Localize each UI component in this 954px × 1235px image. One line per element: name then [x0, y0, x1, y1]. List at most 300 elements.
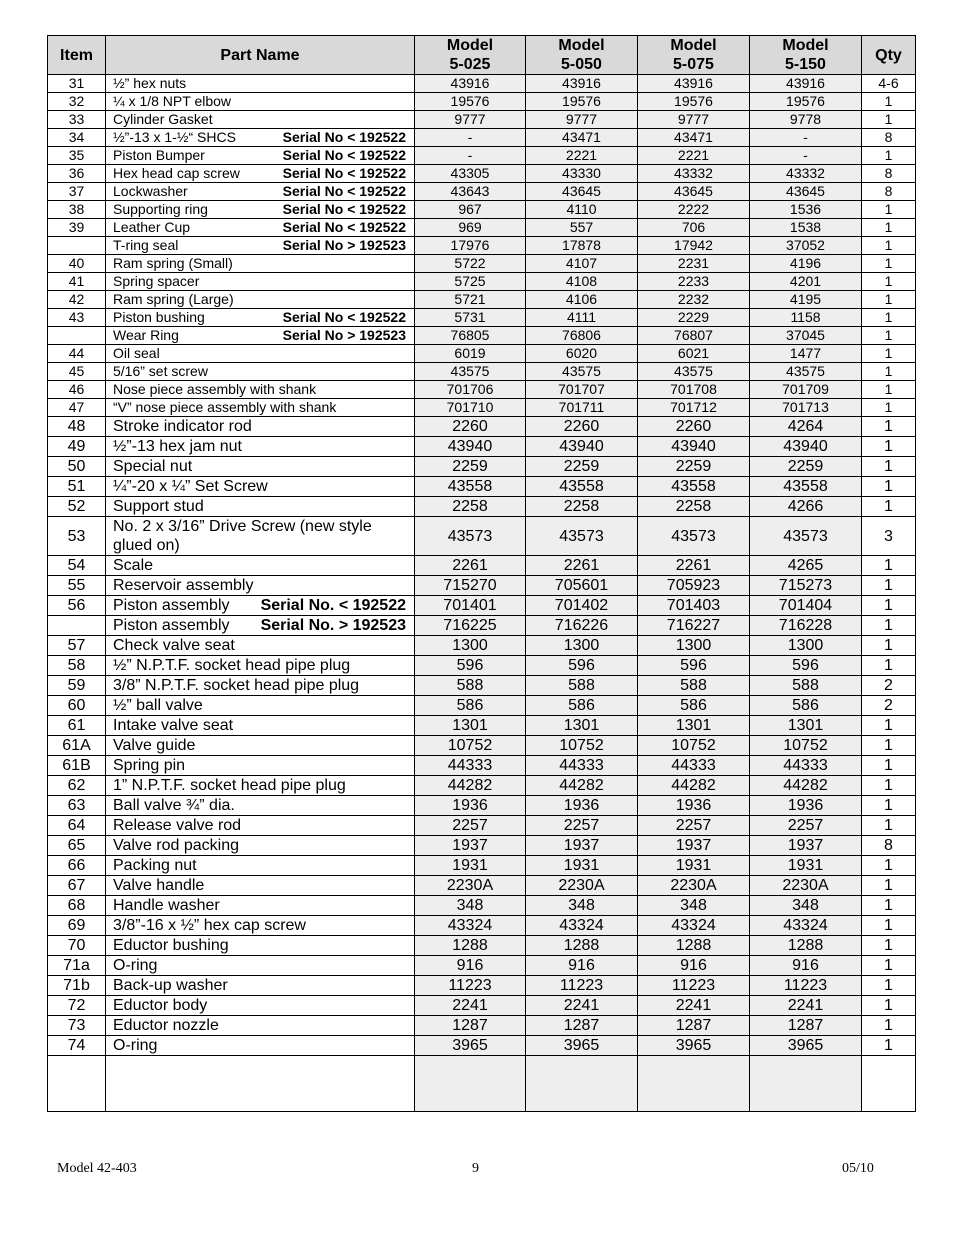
- model-5-075-cell: 701708: [638, 381, 750, 399]
- model-5-025-cell: 5725: [415, 273, 526, 291]
- item-cell: 32: [48, 93, 106, 111]
- model-5-025-cell: 2230A: [415, 876, 526, 896]
- qty-cell: 1: [862, 345, 916, 363]
- model-5-075-cell: 17942: [638, 237, 750, 255]
- qty-cell: 1: [862, 636, 916, 656]
- item-cell: 45: [48, 363, 106, 381]
- model-5-050-cell: 2259: [526, 457, 638, 477]
- model-5-150-cell: 2259: [750, 457, 862, 477]
- table-row: [48, 616, 916, 636]
- model-5-050-cell: 557: [526, 219, 638, 237]
- table-row: [48, 916, 916, 936]
- qty-cell: 8: [862, 129, 916, 147]
- model-5-025-cell: 5722: [415, 255, 526, 273]
- model-5-025-cell: 701401: [415, 596, 526, 616]
- part-name-text: Piston assembly: [113, 596, 230, 614]
- part-name-text: ½” N.P.T.F. socket head pipe plug: [113, 656, 351, 674]
- item-cell: [48, 237, 106, 255]
- table-row: [48, 497, 916, 517]
- model-5-025-cell: 6019: [415, 345, 526, 363]
- model-5-150-cell: 701709: [750, 381, 862, 399]
- model-5-150-cell: 2241: [750, 996, 862, 1016]
- table-row: [48, 716, 916, 736]
- model-5-025-cell: 715270: [415, 576, 526, 596]
- part-name-cell: [106, 756, 415, 776]
- model-5-025-cell: 1287: [415, 1016, 526, 1036]
- part-name-cell: [106, 147, 415, 165]
- model-5-075-cell: 43332: [638, 165, 750, 183]
- table-row: [48, 93, 916, 111]
- model-5-050-cell: 43916: [526, 75, 638, 93]
- model-5-050-cell: 916: [526, 956, 638, 976]
- part-name-text: 3/8” N.P.T.F. socket head pipe plug: [113, 676, 360, 694]
- qty-cell: 1: [862, 363, 916, 381]
- part-name-text: Check valve seat: [113, 636, 235, 654]
- part-name-cell: [106, 165, 415, 183]
- item-cell: 36: [48, 165, 106, 183]
- part-name-cell: [106, 129, 415, 147]
- table-header-row: [48, 36, 916, 75]
- model-5-050-cell: 4108: [526, 273, 638, 291]
- model-5-050-cell: 11223: [526, 976, 638, 996]
- table-row: [48, 876, 916, 896]
- model-5-050-cell: 43940: [526, 437, 638, 457]
- qty-cell: 1: [862, 381, 916, 399]
- part-name-cell: [106, 183, 415, 201]
- part-name-text: Piston bushing: [113, 309, 205, 325]
- model-5-075-cell: 19576: [638, 93, 750, 111]
- model-5-025-cell: 10752: [415, 736, 526, 756]
- part-name-cell: [106, 1036, 415, 1056]
- part-name-cell: [106, 457, 415, 477]
- part-name-cell: [106, 696, 415, 716]
- header-model-5-050: Model 5-050: [526, 36, 638, 75]
- model-5-075-cell: 1936: [638, 796, 750, 816]
- model-5-025-cell: 44333: [415, 756, 526, 776]
- table-row: [48, 457, 916, 477]
- model-5-050-cell: 43575: [526, 363, 638, 381]
- table-row: [48, 796, 916, 816]
- model-5-025-cell: 2261: [415, 556, 526, 576]
- model-5-025-cell: 43940: [415, 437, 526, 457]
- model-5-025-cell: 43916: [415, 75, 526, 93]
- item-cell: 57: [48, 636, 106, 656]
- model-5-150-cell: 586: [750, 696, 862, 716]
- item-cell: 51: [48, 477, 106, 497]
- item-cell: 48: [48, 417, 106, 437]
- part-name-cell: [106, 75, 415, 93]
- part-name-text: Eductor bushing: [113, 936, 229, 954]
- model-5-050-cell: 43324: [526, 916, 638, 936]
- table-row: [48, 596, 916, 616]
- qty-cell: 8: [862, 836, 916, 856]
- qty-cell: 3: [862, 517, 916, 556]
- part-name-text: “V” nose piece assembly with shank: [113, 399, 337, 415]
- item-cell: 61A: [48, 736, 106, 756]
- qty-cell: 1: [862, 756, 916, 776]
- model-5-075-cell: 11223: [638, 976, 750, 996]
- model-5-025-cell: 9777: [415, 111, 526, 129]
- model-5-150-cell: 2257: [750, 816, 862, 836]
- model-5-150-cell: 596: [750, 656, 862, 676]
- table-row: [48, 345, 916, 363]
- model-5-075-cell: 76807: [638, 327, 750, 345]
- model-5-150-cell: 44333: [750, 756, 862, 776]
- table-row: [48, 381, 916, 399]
- part-name-text: Packing nut: [113, 856, 197, 874]
- model-5-050-cell: 2260: [526, 417, 638, 437]
- table-row: [48, 736, 916, 756]
- part-name-cell: [106, 363, 415, 381]
- part-name-cell: [106, 636, 415, 656]
- part-name-text: Handle washer: [113, 896, 220, 914]
- item-cell: 67: [48, 876, 106, 896]
- part-name-text: Special nut: [113, 457, 193, 475]
- item-cell: 71a: [48, 956, 106, 976]
- table-row: [48, 327, 916, 345]
- model-5-150-cell: 1937: [750, 836, 862, 856]
- model-5-050-cell: 716226: [526, 616, 638, 636]
- model-5-075-cell: 43575: [638, 363, 750, 381]
- model-5-150-cell: 43575: [750, 363, 862, 381]
- model-5-075-cell: 2261: [638, 556, 750, 576]
- model-5-025-cell: 43305: [415, 165, 526, 183]
- part-name-text: Eductor nozzle: [113, 1016, 219, 1034]
- part-name-cell: [106, 576, 415, 596]
- item-cell: 49: [48, 437, 106, 457]
- model-5-150-cell: 701713: [750, 399, 862, 417]
- item-cell: 55: [48, 576, 106, 596]
- table-row: [48, 477, 916, 497]
- table-row: [48, 856, 916, 876]
- model-5-050-cell: 1936: [526, 796, 638, 816]
- qty-cell: 1: [862, 916, 916, 936]
- qty-cell: 8: [862, 165, 916, 183]
- part-name-cell: [106, 956, 415, 976]
- model-5-075-cell: 43471: [638, 129, 750, 147]
- item-cell: 56: [48, 596, 106, 616]
- model-5-075-cell: 1931: [638, 856, 750, 876]
- model-5-075-cell: 10752: [638, 736, 750, 756]
- model-5-025-cell: 5731: [415, 309, 526, 327]
- part-name-cell: [106, 399, 415, 417]
- qty-cell: 1: [862, 896, 916, 916]
- model-5-025-cell: 916: [415, 956, 526, 976]
- model-5-050-cell: 4107: [526, 255, 638, 273]
- part-name-text: Stroke indicator rod: [113, 417, 252, 435]
- part-name-cell: [106, 596, 415, 616]
- part-name-cell: [106, 896, 415, 916]
- model-5-025-cell: 43643: [415, 183, 526, 201]
- qty-cell: 1: [862, 147, 916, 165]
- part-name-text: Hex head cap screw: [113, 165, 240, 181]
- model-5-075-cell: 705923: [638, 576, 750, 596]
- model-5-050-cell: 10752: [526, 736, 638, 756]
- model-5-050-cell: 348: [526, 896, 638, 916]
- model-5-150-cell: 701404: [750, 596, 862, 616]
- model-5-150-cell: 43558: [750, 477, 862, 497]
- model-5-050-cell: 1287: [526, 1016, 638, 1036]
- blank-cell: [526, 1056, 638, 1112]
- model-5-025-cell: 44282: [415, 776, 526, 796]
- model-5-150-cell: 43940: [750, 437, 862, 457]
- qty-cell: 1: [862, 201, 916, 219]
- model-5-050-cell: 701402: [526, 596, 638, 616]
- model-5-050-cell: 4110: [526, 201, 638, 219]
- serial-note: Serial No < 192522: [282, 129, 406, 145]
- item-cell: 42: [48, 291, 106, 309]
- table-row: [48, 776, 916, 796]
- model-5-150-cell: 348: [750, 896, 862, 916]
- model-5-150-cell: -: [750, 129, 862, 147]
- model-5-050-cell: 2221: [526, 147, 638, 165]
- table-row: [48, 75, 916, 93]
- item-cell: 37: [48, 183, 106, 201]
- model-5-025-cell: 967: [415, 201, 526, 219]
- model-5-050-cell: 44282: [526, 776, 638, 796]
- part-name-text: 1” N.P.T.F. socket head pipe plug: [113, 776, 346, 794]
- item-cell: 47: [48, 399, 106, 417]
- part-name-cell: [106, 836, 415, 856]
- qty-cell: 1: [862, 956, 916, 976]
- part-name-text: Valve handle: [113, 876, 205, 894]
- table-row: [48, 111, 916, 129]
- qty-cell: 1: [862, 876, 916, 896]
- model-5-075-cell: 2229: [638, 309, 750, 327]
- item-cell: 61B: [48, 756, 106, 776]
- table-row: [48, 147, 916, 165]
- part-name-cell: [106, 237, 415, 255]
- item-cell: 44: [48, 345, 106, 363]
- serial-note: Serial No > 192523: [282, 327, 406, 343]
- part-name-cell: [106, 437, 415, 457]
- header-part-name: Part Name: [106, 36, 415, 75]
- model-5-075-cell: 2233: [638, 273, 750, 291]
- model-5-075-cell: 9777: [638, 111, 750, 129]
- part-name-text: O-ring: [113, 1036, 158, 1054]
- part-name-text: ½”-13 hex jam nut: [113, 437, 242, 455]
- part-name-cell: [106, 517, 415, 556]
- qty-cell: 1: [862, 255, 916, 273]
- model-5-075-cell: 43916: [638, 75, 750, 93]
- part-name-text: ½” ball valve: [113, 696, 203, 714]
- model-5-075-cell: 3965: [638, 1036, 750, 1056]
- item-cell: 70: [48, 936, 106, 956]
- model-5-150-cell: 1288: [750, 936, 862, 956]
- item-cell: 58: [48, 656, 106, 676]
- part-name-cell: [106, 273, 415, 291]
- model-5-075-cell: 2222: [638, 201, 750, 219]
- qty-cell: 1: [862, 1036, 916, 1056]
- part-name-text: Support stud: [113, 497, 204, 515]
- model-5-050-cell: 17878: [526, 237, 638, 255]
- model-5-025-cell: 1301: [415, 716, 526, 736]
- model-5-075-cell: 716227: [638, 616, 750, 636]
- serial-note: Serial No < 192522: [282, 147, 406, 163]
- model-5-025-cell: 716225: [415, 616, 526, 636]
- model-5-025-cell: 3965: [415, 1036, 526, 1056]
- model-5-075-cell: 706: [638, 219, 750, 237]
- model-5-025-cell: -: [415, 129, 526, 147]
- model-5-075-cell: 2231: [638, 255, 750, 273]
- part-name-cell: [106, 556, 415, 576]
- model-5-050-cell: 43645: [526, 183, 638, 201]
- qty-cell: 1: [862, 776, 916, 796]
- item-cell: [48, 616, 106, 636]
- qty-cell: 8: [862, 183, 916, 201]
- qty-cell: 1: [862, 656, 916, 676]
- part-name-text: Piston Bumper: [113, 147, 205, 163]
- model-5-150-cell: 4264: [750, 417, 862, 437]
- part-name-cell: [106, 736, 415, 756]
- part-name-text: ½”-13 x 1-½“ SHCS: [113, 129, 236, 145]
- table-row: [48, 129, 916, 147]
- model-5-025-cell: 2260: [415, 417, 526, 437]
- model-5-025-cell: 1937: [415, 836, 526, 856]
- model-5-150-cell: 10752: [750, 736, 862, 756]
- qty-cell: 1: [862, 936, 916, 956]
- part-name-cell: [106, 219, 415, 237]
- model-5-150-cell: 43916: [750, 75, 862, 93]
- model-5-075-cell: 2232: [638, 291, 750, 309]
- part-name-text: O-ring: [113, 956, 158, 974]
- model-5-075-cell: 43324: [638, 916, 750, 936]
- serial-note: Serial No < 192522: [282, 201, 406, 217]
- header-model-5-075: Model 5-075: [638, 36, 750, 75]
- table-row: [48, 1016, 916, 1036]
- qty-cell: 4-6: [862, 75, 916, 93]
- serial-note: Serial No. < 192522: [260, 596, 406, 614]
- parts-table-body: [48, 75, 916, 1056]
- footer-model: Model 42-403: [57, 1161, 137, 1176]
- qty-cell: 1: [862, 736, 916, 756]
- item-cell: 71b: [48, 976, 106, 996]
- table-row: [48, 399, 916, 417]
- model-5-150-cell: 1536: [750, 201, 862, 219]
- part-name-cell: [106, 1016, 415, 1036]
- serial-note: Serial No < 192522: [282, 219, 406, 235]
- model-5-025-cell: 969: [415, 219, 526, 237]
- model-5-150-cell: -: [750, 147, 862, 165]
- model-5-025-cell: 76805: [415, 327, 526, 345]
- qty-cell: 1: [862, 976, 916, 996]
- blank-row: [48, 1056, 916, 1112]
- model-5-050-cell: 1937: [526, 836, 638, 856]
- part-name-text: 5/16” set screw: [113, 363, 208, 379]
- model-5-025-cell: 588: [415, 676, 526, 696]
- qty-cell: 1: [862, 237, 916, 255]
- qty-cell: 2: [862, 696, 916, 716]
- item-cell: 62: [48, 776, 106, 796]
- qty-cell: 1: [862, 273, 916, 291]
- model-5-150-cell: 4195: [750, 291, 862, 309]
- model-5-050-cell: 43330: [526, 165, 638, 183]
- blank-cell: [106, 1056, 415, 1112]
- item-cell: 61: [48, 716, 106, 736]
- part-name-cell: [106, 776, 415, 796]
- item-cell: 60: [48, 696, 106, 716]
- part-name-cell: [106, 876, 415, 896]
- part-name-cell: [106, 291, 415, 309]
- item-cell: 73: [48, 1016, 106, 1036]
- table-row: [48, 656, 916, 676]
- serial-note: Serial No < 192522: [282, 165, 406, 181]
- item-cell: 43: [48, 309, 106, 327]
- qty-cell: 1: [862, 816, 916, 836]
- model-5-050-cell: 9777: [526, 111, 638, 129]
- table-row: [48, 517, 916, 556]
- table-row: [48, 291, 916, 309]
- blank-cell: [750, 1056, 862, 1112]
- qty-cell: 1: [862, 1016, 916, 1036]
- part-name-text: Supporting ring: [113, 201, 208, 217]
- part-name-text: Release valve rod: [113, 816, 242, 834]
- model-5-025-cell: 43573: [415, 517, 526, 556]
- part-name-text: T-ring seal: [113, 237, 179, 253]
- model-5-025-cell: 1300: [415, 636, 526, 656]
- part-name-text: Eductor body: [113, 996, 208, 1014]
- table-row: [48, 836, 916, 856]
- serial-note: Serial No. > 192523: [260, 616, 406, 634]
- part-name-text: Ball valve ¾” dia.: [113, 796, 235, 814]
- table-row: [48, 219, 916, 237]
- part-name-text: Wear Ring: [113, 327, 179, 343]
- model-5-075-cell: 1937: [638, 836, 750, 856]
- model-5-050-cell: 19576: [526, 93, 638, 111]
- model-5-075-cell: 44282: [638, 776, 750, 796]
- item-cell: 33: [48, 111, 106, 129]
- model-5-025-cell: 1936: [415, 796, 526, 816]
- model-5-075-cell: 1287: [638, 1016, 750, 1036]
- part-name-text: ½” hex nuts: [113, 75, 187, 91]
- model-5-075-cell: 2257: [638, 816, 750, 836]
- model-5-050-cell: 44333: [526, 756, 638, 776]
- serial-note: Serial No > 192523: [282, 237, 406, 253]
- table-row: [48, 237, 916, 255]
- model-5-050-cell: 1288: [526, 936, 638, 956]
- table-row: [48, 417, 916, 437]
- part-name-text: Lockwasher: [113, 183, 188, 199]
- model-5-050-cell: 701707: [526, 381, 638, 399]
- model-5-150-cell: 37052: [750, 237, 862, 255]
- model-5-150-cell: 43573: [750, 517, 862, 556]
- model-5-075-cell: 701403: [638, 596, 750, 616]
- model-5-150-cell: 588: [750, 676, 862, 696]
- part-name-cell: [106, 309, 415, 327]
- model-5-050-cell: 1301: [526, 716, 638, 736]
- part-name-cell: [106, 996, 415, 1016]
- qty-cell: 1: [862, 327, 916, 345]
- blank-cell: [415, 1056, 526, 1112]
- table-row: [48, 956, 916, 976]
- header-model-5-025: Model 5-025: [415, 36, 526, 75]
- part-name-text: Back-up washer: [113, 976, 228, 994]
- model-5-150-cell: 2230A: [750, 876, 862, 896]
- part-name-cell: [106, 381, 415, 399]
- footer-date: 05/10: [842, 1161, 874, 1176]
- serial-note: Serial No < 192522: [282, 183, 406, 199]
- part-name-text: Ram spring (Small): [113, 255, 233, 271]
- model-5-075-cell: 2259: [638, 457, 750, 477]
- model-5-075-cell: 1300: [638, 636, 750, 656]
- table-row: [48, 437, 916, 457]
- model-5-050-cell: 6020: [526, 345, 638, 363]
- model-5-025-cell: 43558: [415, 477, 526, 497]
- item-cell: 38: [48, 201, 106, 219]
- model-5-150-cell: 4201: [750, 273, 862, 291]
- model-5-050-cell: 701711: [526, 399, 638, 417]
- header-model-5-150: Model 5-150: [750, 36, 862, 75]
